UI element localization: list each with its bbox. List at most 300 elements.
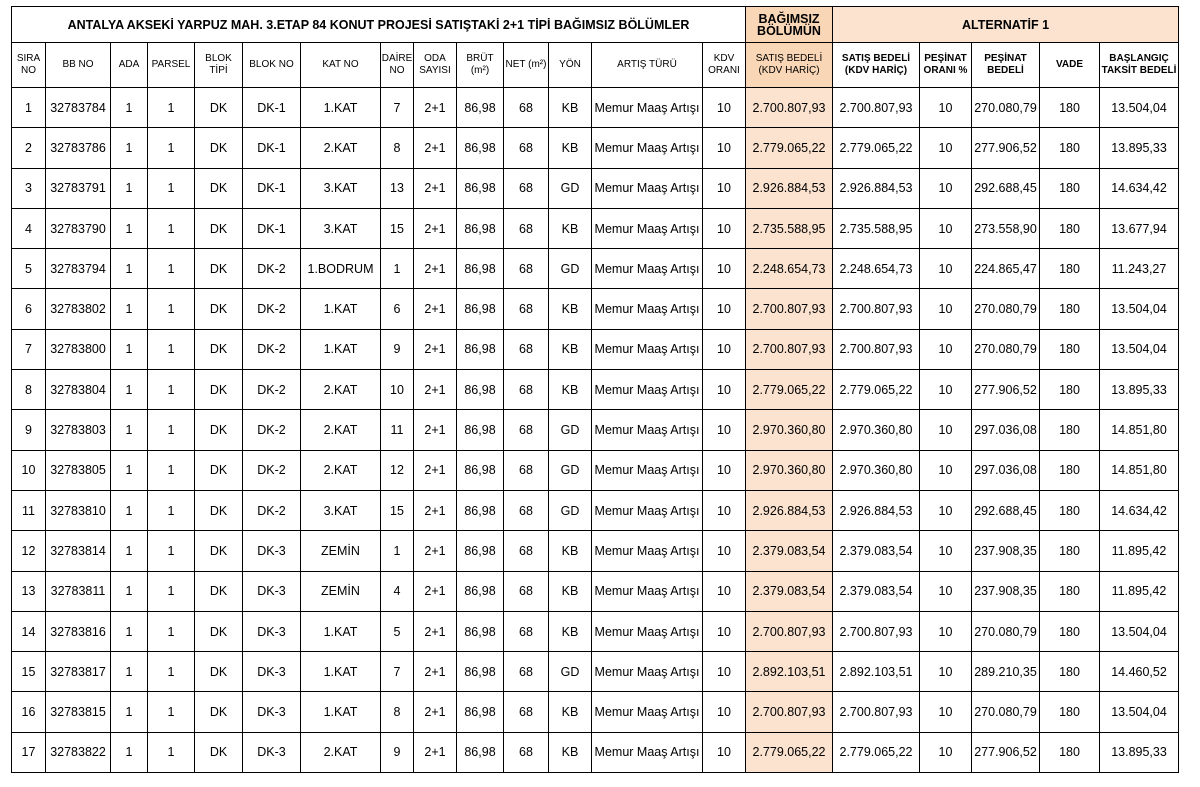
cell-bb-no: 32783816 — [46, 611, 111, 651]
table-title: ANTALYA AKSEKİ YARPUZ MAH. 3.ETAP 84 KONUT PROJESİ SATIŞTAKİ 2+1 TİPİ BAĞIMSIZ BÖLÜMLER — [12, 7, 746, 43]
header-net: NET (m²) — [504, 43, 549, 88]
cell-brut: 86,98 — [457, 208, 504, 248]
cell-bb-no: 32783804 — [46, 370, 111, 410]
cell-daire-no: 7 — [381, 652, 414, 692]
group-header-alternative: ALTERNATİF 1 — [833, 7, 1179, 43]
cell-kdv-orani: 10 — [703, 571, 746, 611]
cell-parsel: 1 — [148, 571, 195, 611]
cell-blok-tipi: DK — [195, 249, 243, 289]
cell-brut: 86,98 — [457, 571, 504, 611]
cell-alt-satis-bedeli: 2.779.065,22 — [833, 370, 920, 410]
cell-oda-sayisi: 2+1 — [414, 732, 457, 772]
cell-satis-bedeli: 2.970.360,80 — [746, 450, 833, 490]
cell-net: 68 — [504, 370, 549, 410]
cell-pesinat-orani: 10 — [920, 289, 972, 329]
cell-parsel: 1 — [148, 732, 195, 772]
cell-kat-no: 2.KAT — [301, 410, 381, 450]
header-bb-no: BB NO — [46, 43, 111, 88]
header-sira-no: SIRA NO — [12, 43, 46, 88]
cell-parsel: 1 — [148, 531, 195, 571]
cell-sira-no: 4 — [12, 208, 46, 248]
cell-blok-tipi: DK — [195, 208, 243, 248]
cell-ada: 1 — [111, 88, 148, 128]
cell-pesinat-bedeli: 292.688,45 — [972, 490, 1040, 530]
cell-kdv-orani: 10 — [703, 289, 746, 329]
cell-artis-turu: Memur Maaş Artışı — [592, 329, 703, 369]
cell-vade: 180 — [1040, 611, 1100, 651]
cell-daire-no: 15 — [381, 208, 414, 248]
cell-parsel: 1 — [148, 410, 195, 450]
cell-ada: 1 — [111, 289, 148, 329]
cell-baslangic-taksit: 13.895,33 — [1100, 370, 1179, 410]
cell-blok-tipi: DK — [195, 611, 243, 651]
cell-daire-no: 15 — [381, 490, 414, 530]
cell-sira-no: 16 — [12, 692, 46, 732]
cell-yon: GD — [549, 652, 592, 692]
cell-sira-no: 17 — [12, 732, 46, 772]
cell-ada: 1 — [111, 410, 148, 450]
cell-vade: 180 — [1040, 410, 1100, 450]
cell-daire-no: 1 — [381, 249, 414, 289]
cell-blok-no: DK-2 — [243, 410, 301, 450]
cell-sira-no: 8 — [12, 370, 46, 410]
cell-pesinat-orani: 10 — [920, 732, 972, 772]
cell-alt-satis-bedeli: 2.779.065,22 — [833, 128, 920, 168]
cell-vade: 180 — [1040, 88, 1100, 128]
cell-kdv-orani: 10 — [703, 490, 746, 530]
cell-artis-turu: Memur Maaş Artışı — [592, 571, 703, 611]
cell-net: 68 — [504, 652, 549, 692]
cell-net: 68 — [504, 289, 549, 329]
cell-kdv-orani: 10 — [703, 732, 746, 772]
cell-alt-satis-bedeli: 2.735.588,95 — [833, 208, 920, 248]
cell-daire-no: 1 — [381, 531, 414, 571]
cell-brut: 86,98 — [457, 531, 504, 571]
cell-blok-tipi: DK — [195, 329, 243, 369]
cell-ada: 1 — [111, 652, 148, 692]
table-row — [12, 249, 1179, 289]
cell-parsel: 1 — [148, 490, 195, 530]
cell-parsel: 1 — [148, 208, 195, 248]
cell-ada: 1 — [111, 370, 148, 410]
table-row — [12, 652, 1179, 692]
cell-kat-no: 2.KAT — [301, 128, 381, 168]
cell-vade: 180 — [1040, 490, 1100, 530]
cell-oda-sayisi: 2+1 — [414, 531, 457, 571]
cell-pesinat-orani: 10 — [920, 410, 972, 450]
cell-vade: 180 — [1040, 168, 1100, 208]
cell-kdv-orani: 10 — [703, 88, 746, 128]
cell-yon: KB — [549, 692, 592, 732]
cell-pesinat-orani: 10 — [920, 692, 972, 732]
cell-sira-no: 5 — [12, 249, 46, 289]
cell-brut: 86,98 — [457, 128, 504, 168]
cell-satis-bedeli: 2.700.807,93 — [746, 329, 833, 369]
cell-oda-sayisi: 2+1 — [414, 692, 457, 732]
cell-oda-sayisi: 2+1 — [414, 329, 457, 369]
cell-kat-no: 3.KAT — [301, 168, 381, 208]
cell-satis-bedeli: 2.379.083,54 — [746, 571, 833, 611]
header-blok-tipi: BLOK TİPİ — [195, 43, 243, 88]
cell-sira-no: 10 — [12, 450, 46, 490]
cell-artis-turu: Memur Maaş Artışı — [592, 410, 703, 450]
table-row — [12, 450, 1179, 490]
table-row — [12, 732, 1179, 772]
cell-kdv-orani: 10 — [703, 531, 746, 571]
cell-net: 68 — [504, 732, 549, 772]
cell-alt-satis-bedeli: 2.926.884,53 — [833, 490, 920, 530]
header-daire-no: DAİRE NO — [381, 43, 414, 88]
cell-net: 68 — [504, 329, 549, 369]
cell-bb-no: 32783794 — [46, 249, 111, 289]
cell-sira-no: 14 — [12, 611, 46, 651]
cell-artis-turu: Memur Maaş Artışı — [592, 652, 703, 692]
cell-kdv-orani: 10 — [703, 611, 746, 651]
cell-pesinat-bedeli: 277.906,52 — [972, 370, 1040, 410]
cell-net: 68 — [504, 490, 549, 530]
cell-daire-no: 6 — [381, 289, 414, 329]
cell-oda-sayisi: 2+1 — [414, 249, 457, 289]
cell-ada: 1 — [111, 490, 148, 530]
cell-vade: 180 — [1040, 732, 1100, 772]
cell-satis-bedeli: 2.779.065,22 — [746, 732, 833, 772]
cell-blok-tipi: DK — [195, 289, 243, 329]
cell-satis-bedeli: 2.700.807,93 — [746, 611, 833, 651]
cell-net: 68 — [504, 450, 549, 490]
table-row — [12, 168, 1179, 208]
table-row — [12, 410, 1179, 450]
cell-parsel: 1 — [148, 249, 195, 289]
cell-alt-satis-bedeli: 2.892.103,51 — [833, 652, 920, 692]
cell-blok-no: DK-3 — [243, 732, 301, 772]
cell-kat-no: ZEMİN — [301, 531, 381, 571]
cell-pesinat-orani: 10 — [920, 370, 972, 410]
cell-parsel: 1 — [148, 329, 195, 369]
cell-pesinat-bedeli: 297.036,08 — [972, 450, 1040, 490]
cell-daire-no: 8 — [381, 128, 414, 168]
cell-pesinat-bedeli: 297.036,08 — [972, 410, 1040, 450]
cell-alt-satis-bedeli: 2.700.807,93 — [833, 692, 920, 732]
cell-brut: 86,98 — [457, 732, 504, 772]
cell-yon: GD — [549, 450, 592, 490]
cell-pesinat-orani: 10 — [920, 208, 972, 248]
table-row — [12, 88, 1179, 128]
cell-satis-bedeli: 2.926.884,53 — [746, 490, 833, 530]
cell-bb-no: 32783800 — [46, 329, 111, 369]
cell-bb-no: 32783815 — [46, 692, 111, 732]
cell-blok-tipi: DK — [195, 168, 243, 208]
cell-net: 68 — [504, 692, 549, 732]
cell-bb-no: 32783791 — [46, 168, 111, 208]
cell-kdv-orani: 10 — [703, 370, 746, 410]
group-header-independent: BAĞIMSIZ BÖLÜMÜN — [746, 7, 833, 43]
cell-pesinat-orani: 10 — [920, 652, 972, 692]
cell-pesinat-orani: 10 — [920, 490, 972, 530]
table-row — [12, 692, 1179, 732]
cell-artis-turu: Memur Maaş Artışı — [592, 208, 703, 248]
cell-alt-satis-bedeli: 2.779.065,22 — [833, 732, 920, 772]
cell-blok-no: DK-1 — [243, 128, 301, 168]
cell-blok-no: DK-2 — [243, 249, 301, 289]
cell-brut: 86,98 — [457, 611, 504, 651]
cell-kdv-orani: 10 — [703, 329, 746, 369]
header-kat-no: KAT NO — [301, 43, 381, 88]
cell-vade: 180 — [1040, 128, 1100, 168]
cell-blok-tipi: DK — [195, 732, 243, 772]
cell-artis-turu: Memur Maaş Artışı — [592, 128, 703, 168]
cell-kat-no: 3.KAT — [301, 208, 381, 248]
cell-pesinat-orani: 10 — [920, 168, 972, 208]
cell-pesinat-orani: 10 — [920, 571, 972, 611]
header-vade: VADE — [1040, 43, 1100, 88]
cell-satis-bedeli: 2.970.360,80 — [746, 410, 833, 450]
cell-satis-bedeli: 2.700.807,93 — [746, 88, 833, 128]
cell-parsel: 1 — [148, 168, 195, 208]
header-yon: YÖN — [549, 43, 592, 88]
cell-bb-no: 32783786 — [46, 128, 111, 168]
cell-kat-no: ZEMİN — [301, 571, 381, 611]
cell-baslangic-taksit: 11.895,42 — [1100, 531, 1179, 571]
cell-alt-satis-bedeli: 2.379.083,54 — [833, 571, 920, 611]
cell-alt-satis-bedeli: 2.700.807,93 — [833, 88, 920, 128]
cell-kdv-orani: 10 — [703, 652, 746, 692]
cell-vade: 180 — [1040, 652, 1100, 692]
header-pesinat-orani: PEŞİNAT ORANI % — [920, 43, 972, 88]
cell-kat-no: 1.KAT — [301, 611, 381, 651]
cell-ada: 1 — [111, 531, 148, 571]
cell-artis-turu: Memur Maaş Artışı — [592, 732, 703, 772]
cell-bb-no: 32783803 — [46, 410, 111, 450]
cell-artis-turu: Memur Maaş Artışı — [592, 611, 703, 651]
cell-net: 68 — [504, 410, 549, 450]
cell-daire-no: 9 — [381, 732, 414, 772]
cell-daire-no: 11 — [381, 410, 414, 450]
cell-pesinat-orani: 10 — [920, 249, 972, 289]
cell-pesinat-orani: 10 — [920, 128, 972, 168]
cell-sira-no: 6 — [12, 289, 46, 329]
cell-ada: 1 — [111, 128, 148, 168]
cell-blok-tipi: DK — [195, 652, 243, 692]
cell-oda-sayisi: 2+1 — [414, 289, 457, 329]
cell-sira-no: 13 — [12, 571, 46, 611]
cell-baslangic-taksit: 14.851,80 — [1100, 450, 1179, 490]
cell-yon: KB — [549, 329, 592, 369]
cell-blok-no: DK-2 — [243, 490, 301, 530]
table-row — [12, 531, 1179, 571]
cell-blok-no: DK-1 — [243, 88, 301, 128]
cell-blok-tipi: DK — [195, 692, 243, 732]
cell-baslangic-taksit: 13.504,04 — [1100, 88, 1179, 128]
header-baslangic-taksit: BAŞLANGIÇ TAKSİT BEDELİ — [1100, 43, 1179, 88]
cell-ada: 1 — [111, 329, 148, 369]
cell-ada: 1 — [111, 571, 148, 611]
cell-parsel: 1 — [148, 652, 195, 692]
cell-brut: 86,98 — [457, 410, 504, 450]
cell-yon: KB — [549, 128, 592, 168]
header-parsel: PARSEL — [148, 43, 195, 88]
cell-kdv-orani: 10 — [703, 208, 746, 248]
table-row — [12, 289, 1179, 329]
cell-sira-no: 9 — [12, 410, 46, 450]
cell-yon: KB — [549, 732, 592, 772]
cell-baslangic-taksit: 14.851,80 — [1100, 410, 1179, 450]
cell-kat-no: 1.KAT — [301, 652, 381, 692]
cell-blok-tipi: DK — [195, 571, 243, 611]
cell-kat-no: 3.KAT — [301, 490, 381, 530]
table-body — [12, 88, 1179, 773]
cell-sira-no: 15 — [12, 652, 46, 692]
cell-baslangic-taksit: 14.634,42 — [1100, 490, 1179, 530]
cell-brut: 86,98 — [457, 450, 504, 490]
cell-pesinat-bedeli: 273.558,90 — [972, 208, 1040, 248]
cell-bb-no: 32783784 — [46, 88, 111, 128]
cell-oda-sayisi: 2+1 — [414, 450, 457, 490]
cell-sira-no: 3 — [12, 168, 46, 208]
cell-bb-no: 32783822 — [46, 732, 111, 772]
cell-bb-no: 32783790 — [46, 208, 111, 248]
cell-yon: GD — [549, 249, 592, 289]
cell-alt-satis-bedeli: 2.248.654,73 — [833, 249, 920, 289]
cell-pesinat-bedeli: 237.908,35 — [972, 571, 1040, 611]
cell-net: 68 — [504, 531, 549, 571]
cell-yon: KB — [549, 571, 592, 611]
cell-kdv-orani: 10 — [703, 450, 746, 490]
cell-ada: 1 — [111, 249, 148, 289]
cell-blok-tipi: DK — [195, 531, 243, 571]
cell-kat-no: 1.KAT — [301, 692, 381, 732]
cell-yon: KB — [549, 289, 592, 329]
cell-baslangic-taksit: 13.895,33 — [1100, 732, 1179, 772]
cell-blok-no: DK-3 — [243, 571, 301, 611]
cell-sira-no: 7 — [12, 329, 46, 369]
header-oda-sayisi: ODA SAYISI — [414, 43, 457, 88]
cell-satis-bedeli: 2.779.065,22 — [746, 128, 833, 168]
cell-net: 68 — [504, 249, 549, 289]
cell-net: 68 — [504, 88, 549, 128]
cell-alt-satis-bedeli: 2.970.360,80 — [833, 410, 920, 450]
cell-baslangic-taksit: 13.504,04 — [1100, 611, 1179, 651]
cell-artis-turu: Memur Maaş Artışı — [592, 531, 703, 571]
cell-kat-no: 2.KAT — [301, 450, 381, 490]
cell-oda-sayisi: 2+1 — [414, 128, 457, 168]
cell-oda-sayisi: 2+1 — [414, 611, 457, 651]
cell-pesinat-orani: 10 — [920, 450, 972, 490]
cell-brut: 86,98 — [457, 289, 504, 329]
cell-baslangic-taksit: 13.677,94 — [1100, 208, 1179, 248]
cell-blok-no: DK-3 — [243, 652, 301, 692]
cell-oda-sayisi: 2+1 — [414, 370, 457, 410]
cell-parsel: 1 — [148, 289, 195, 329]
header-blok-no: BLOK NO — [243, 43, 301, 88]
cell-vade: 180 — [1040, 571, 1100, 611]
table-row — [12, 490, 1179, 530]
cell-net: 68 — [504, 168, 549, 208]
cell-yon: KB — [549, 370, 592, 410]
cell-blok-tipi: DK — [195, 128, 243, 168]
cell-kdv-orani: 10 — [703, 249, 746, 289]
cell-blok-no: DK-1 — [243, 168, 301, 208]
cell-alt-satis-bedeli: 2.700.807,93 — [833, 289, 920, 329]
cell-pesinat-bedeli: 289.210,35 — [972, 652, 1040, 692]
cell-bb-no: 32783817 — [46, 652, 111, 692]
cell-kat-no: 1.KAT — [301, 289, 381, 329]
cell-satis-bedeli: 2.700.807,93 — [746, 692, 833, 732]
cell-alt-satis-bedeli: 2.926.884,53 — [833, 168, 920, 208]
cell-parsel: 1 — [148, 370, 195, 410]
cell-bb-no: 32783805 — [46, 450, 111, 490]
cell-vade: 180 — [1040, 249, 1100, 289]
cell-baslangic-taksit: 13.504,04 — [1100, 289, 1179, 329]
cell-parsel: 1 — [148, 611, 195, 651]
cell-artis-turu: Memur Maaş Artışı — [592, 88, 703, 128]
cell-alt-satis-bedeli: 2.700.807,93 — [833, 611, 920, 651]
cell-brut: 86,98 — [457, 652, 504, 692]
cell-net: 68 — [504, 128, 549, 168]
table-row — [12, 128, 1179, 168]
cell-bb-no: 32783814 — [46, 531, 111, 571]
cell-ada: 1 — [111, 611, 148, 651]
cell-daire-no: 9 — [381, 329, 414, 369]
cell-brut: 86,98 — [457, 168, 504, 208]
cell-kat-no: 2.KAT — [301, 732, 381, 772]
cell-vade: 180 — [1040, 692, 1100, 732]
cell-net: 68 — [504, 208, 549, 248]
cell-daire-no: 13 — [381, 168, 414, 208]
cell-oda-sayisi: 2+1 — [414, 168, 457, 208]
cell-ada: 1 — [111, 450, 148, 490]
cell-pesinat-orani: 10 — [920, 329, 972, 369]
cell-artis-turu: Memur Maaş Artışı — [592, 168, 703, 208]
cell-brut: 86,98 — [457, 370, 504, 410]
cell-vade: 180 — [1040, 329, 1100, 369]
cell-yon: GD — [549, 490, 592, 530]
cell-bb-no: 32783810 — [46, 490, 111, 530]
header-alt-satis-bedeli: SATIŞ BEDELİ (KDV HARİÇ) — [833, 43, 920, 88]
table-row — [12, 571, 1179, 611]
cell-baslangic-taksit: 13.504,04 — [1100, 329, 1179, 369]
table-row — [12, 329, 1179, 369]
cell-artis-turu: Memur Maaş Artışı — [592, 370, 703, 410]
cell-alt-satis-bedeli: 2.379.083,54 — [833, 531, 920, 571]
cell-kdv-orani: 10 — [703, 410, 746, 450]
cell-alt-satis-bedeli: 2.970.360,80 — [833, 450, 920, 490]
cell-pesinat-orani: 10 — [920, 88, 972, 128]
cell-baslangic-taksit: 13.895,33 — [1100, 128, 1179, 168]
cell-parsel: 1 — [148, 692, 195, 732]
cell-pesinat-bedeli: 270.080,79 — [972, 329, 1040, 369]
cell-yon: KB — [549, 611, 592, 651]
cell-pesinat-orani: 10 — [920, 611, 972, 651]
cell-pesinat-bedeli: 270.080,79 — [972, 88, 1040, 128]
cell-artis-turu: Memur Maaş Artışı — [592, 450, 703, 490]
cell-brut: 86,98 — [457, 249, 504, 289]
cell-oda-sayisi: 2+1 — [414, 410, 457, 450]
cell-oda-sayisi: 2+1 — [414, 208, 457, 248]
cell-blok-tipi: DK — [195, 410, 243, 450]
cell-pesinat-orani: 10 — [920, 531, 972, 571]
cell-daire-no: 5 — [381, 611, 414, 651]
cell-brut: 86,98 — [457, 490, 504, 530]
cell-satis-bedeli: 2.248.654,73 — [746, 249, 833, 289]
cell-kdv-orani: 10 — [703, 168, 746, 208]
cell-blok-no: DK-2 — [243, 450, 301, 490]
cell-blok-no: DK-2 — [243, 370, 301, 410]
cell-pesinat-bedeli: 270.080,79 — [972, 692, 1040, 732]
cell-satis-bedeli: 2.700.807,93 — [746, 289, 833, 329]
table-row — [12, 611, 1179, 651]
cell-parsel: 1 — [148, 128, 195, 168]
cell-ada: 1 — [111, 732, 148, 772]
